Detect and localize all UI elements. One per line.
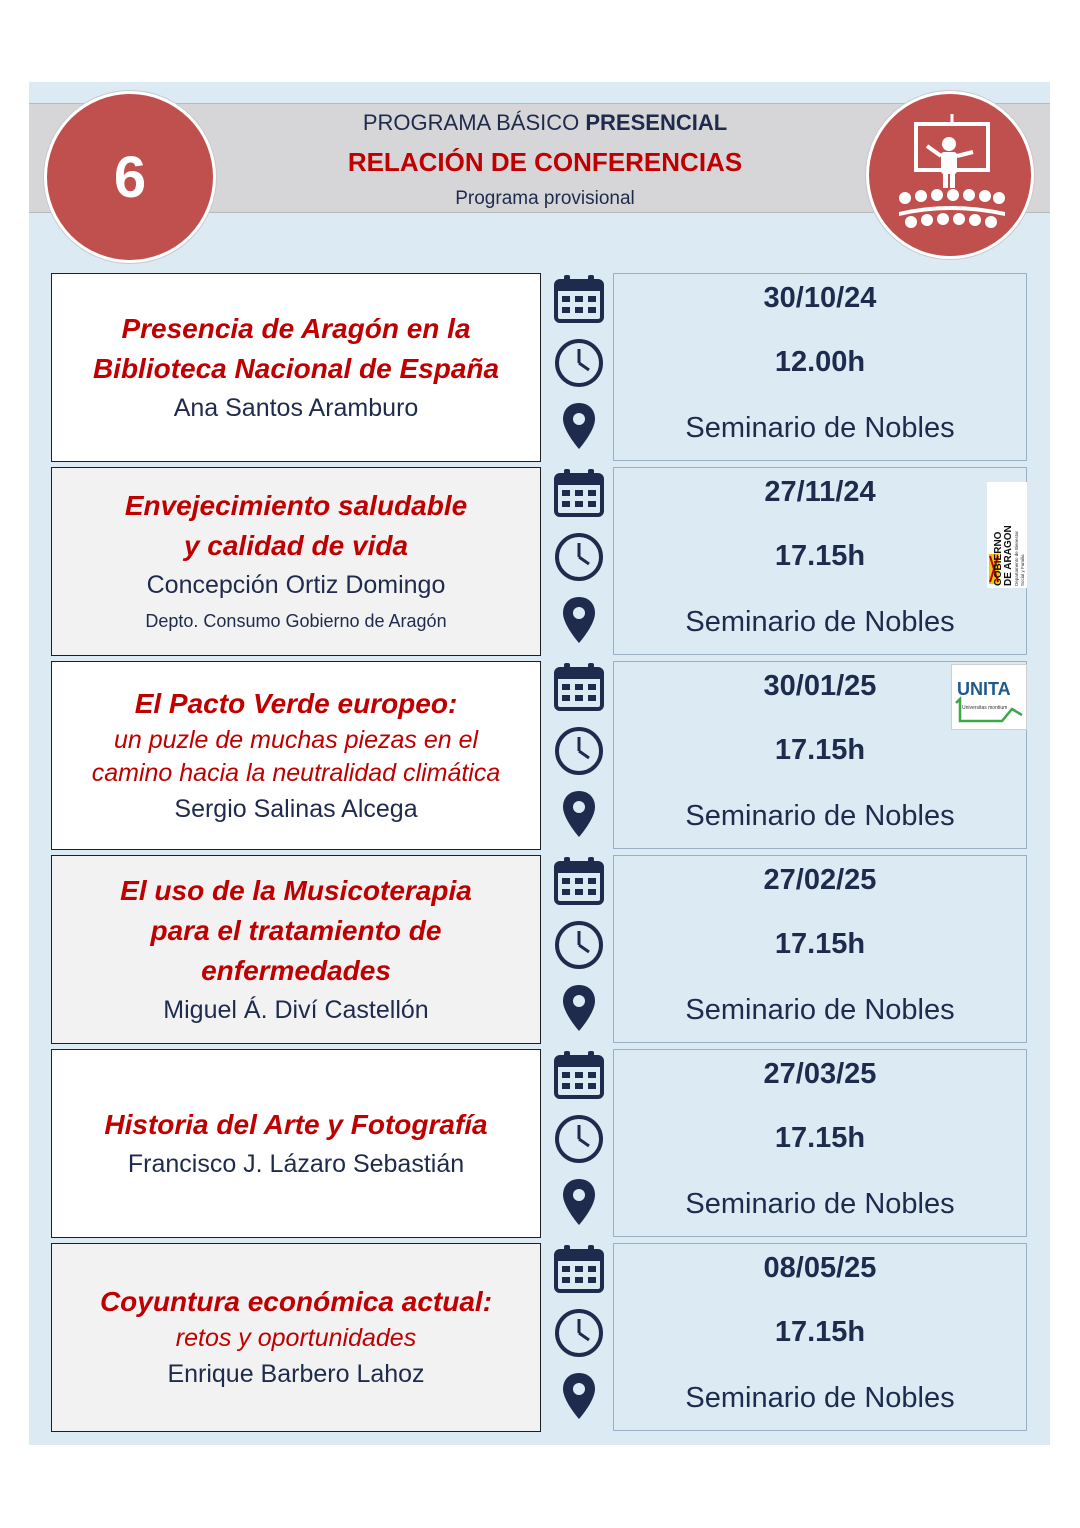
conference-subtitle-line: un puzle de muchas piezas en el: [113, 725, 479, 754]
page-subtitle: Programa provisional: [455, 188, 635, 209]
schedule-icons: [552, 273, 606, 462]
section-number: 6: [113, 144, 147, 210]
gobierno-logo-line1: GOBIERNO: [993, 531, 1004, 586]
conference-card: [51, 855, 541, 1044]
schedule-box: [613, 467, 1027, 655]
conference-venue: Seminario de Nobles: [685, 1188, 955, 1220]
conference-title-line: El Pacto Verde europeo:: [134, 687, 458, 719]
speaker-department: Depto. Consumo Gobierno de Aragón: [145, 610, 447, 631]
conference-venue: Seminario de Nobles: [685, 606, 955, 638]
page-title: RELACIÓN DE CONFERENCIAS: [347, 147, 743, 177]
speaker-name: Miguel Á. Diví Castellón: [163, 995, 429, 1024]
conference-card: [51, 1243, 541, 1432]
conference-title-line: y calidad de vida: [183, 529, 409, 561]
conference-title-line: El uso de la Musicoterapia: [120, 874, 472, 906]
gobierno-logo-line4: Social y Familia: [1020, 554, 1025, 586]
program-type-normal: PROGRAMA BÁSICO: [362, 110, 580, 135]
schedule-icons: [552, 467, 606, 656]
conference-time: 17.15h: [774, 540, 866, 572]
conference-card: [51, 273, 541, 462]
conference-date: 27/03/25: [763, 1058, 877, 1090]
conference-card: [51, 1049, 541, 1238]
conference-subtitle-line: retos y oportunidades: [175, 1324, 417, 1352]
unita-logo-tagline: Universitas montium: [962, 705, 1008, 711]
section-number-badge: [44, 91, 216, 263]
gobierno-aragon-logo: [987, 482, 1027, 588]
conference-date: 08/05/25: [763, 1252, 877, 1284]
schedule-icons: [552, 661, 606, 850]
conference-date: 27/02/25: [763, 864, 877, 896]
schedule-icons: [552, 1049, 606, 1238]
conference-date: 27/11/24: [764, 476, 876, 508]
speaker-name: Francisco J. Lázaro Sebastián: [127, 1149, 465, 1178]
gobierno-logo-line2: DE ARAGON: [1003, 525, 1014, 586]
conference-date: 30/01/25: [763, 670, 877, 702]
schedule-box: [613, 855, 1027, 1043]
conference-time: 17.15h: [774, 928, 866, 960]
schedule-box: [613, 1243, 1027, 1431]
schedule-box: [613, 273, 1027, 461]
speaker-name: Concepción Ortiz Domingo: [146, 570, 446, 599]
conference-time: 17.15h: [774, 1316, 866, 1348]
conference-time: 17.15h: [774, 734, 866, 766]
conference-title-line: enfermedades: [201, 954, 391, 986]
speaker-name: Sergio Salinas Alcega: [174, 794, 418, 823]
conference-title-line: para el tratamiento de: [150, 914, 442, 946]
conference-title-line: Historia del Arte y Fotografía: [104, 1108, 488, 1140]
gobierno-logo-line3: Departamento de Bienestar: [1014, 530, 1019, 586]
program-type: [250, 110, 840, 136]
conference-title-line: Coyuntura económica actual:: [99, 1286, 493, 1317]
conference-title-line: Envejecimiento saludable: [124, 489, 468, 521]
unita-logo: [951, 664, 1027, 730]
conference-date: 30/10/24: [763, 282, 877, 314]
speaker-name: Ana Santos Aramburo: [173, 393, 419, 422]
conference-venue: Seminario de Nobles: [685, 800, 955, 832]
conference-venue: Seminario de Nobles: [685, 412, 955, 444]
conference-title-line: Biblioteca Nacional de España: [92, 352, 500, 384]
conference-venue: Seminario de Nobles: [685, 1382, 955, 1414]
lecture-audience-icon: [866, 91, 1034, 259]
conference-time: 12.00h: [774, 346, 866, 378]
conference-card: [51, 661, 541, 850]
program-type-bold: PRESENCIAL: [585, 110, 728, 135]
conference-title-line: Presencia de Aragón en la: [121, 312, 471, 344]
conference-card: [51, 467, 541, 656]
schedule-box: [613, 1049, 1027, 1237]
schedule-icons: [552, 855, 606, 1044]
conference-subtitle-line: camino hacia la neutralidad climática: [91, 758, 501, 787]
unita-logo-name: UNITA: [957, 679, 1011, 699]
conference-time: 17.15h: [774, 1122, 866, 1154]
speaker-name: Enrique Barbero Lahoz: [167, 1360, 425, 1388]
conference-venue: Seminario de Nobles: [685, 994, 955, 1026]
schedule-icons: [552, 1243, 606, 1432]
